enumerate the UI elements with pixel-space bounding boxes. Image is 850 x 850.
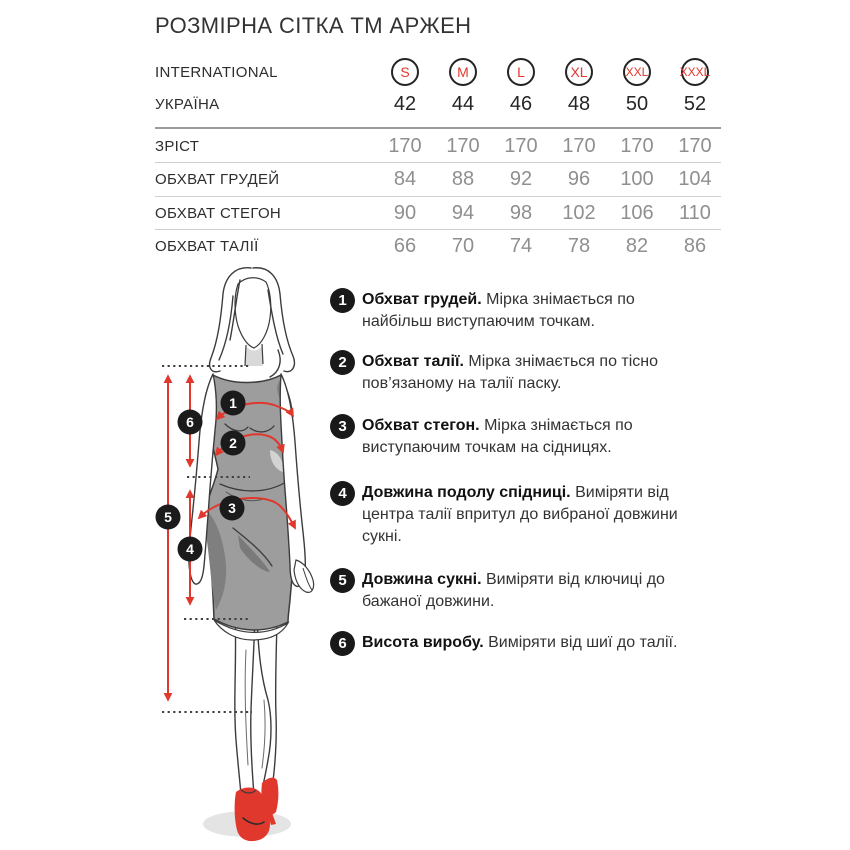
head: [210, 268, 295, 377]
size-badge-xxl: XXL: [623, 58, 651, 86]
legend-badge-1: 1: [330, 288, 355, 313]
legend-title: Довжина сукні.: [362, 571, 482, 588]
page-title: РОЗМІРНА СІТКА ТМ АРЖЕН: [155, 13, 472, 38]
figure-badge-body-height: [178, 410, 203, 435]
legend-item-body-height: [330, 631, 694, 656]
legend-title: Висота виробу.: [362, 634, 484, 651]
legend-badge-3: 3: [330, 414, 355, 439]
table-row-ukraine: УКРАЇНА 42 44 46 48 50 52: [155, 92, 707, 115]
legend-desc: Виміряти від ключиці до бажаної довжини.: [362, 571, 665, 610]
table-row-height: ЗРІСТ 170 170 170 170 170 170: [155, 134, 712, 157]
ukraine-label: УКРАЇНА: [155, 95, 220, 113]
size-badge-xxxl: XXXL: [681, 58, 709, 86]
legend-item-bust: [330, 288, 694, 333]
svg-text:3: 3: [228, 500, 236, 516]
table-row-chest: ОБХВАТ ГРУДЕЙ 84 88 92 96 100 104: [155, 167, 712, 190]
svg-text:4: 4: [186, 541, 194, 557]
svg-text:5: 5: [164, 509, 172, 525]
legend-desc: Виміряти від шиї до талії.: [488, 634, 678, 651]
table-row-hips: ОБХВАТ СТЕГОН 90 94 98 102 106 110: [155, 201, 711, 224]
woman-figure-illustration: [118, 258, 342, 850]
legend-item-skirt-length: [330, 481, 694, 548]
legend-desc: Мірка знімається по виступаючим точкам на сідницях.: [362, 417, 633, 456]
figure-badge-hips: [220, 496, 245, 521]
size-badge-s: S: [391, 58, 419, 86]
figure-badge-waist: [221, 431, 246, 456]
size-badge-m: M: [449, 58, 477, 86]
legend-item-waist: [330, 350, 694, 395]
table-row-international: [155, 56, 724, 88]
table-row-waist: ОБХВАТ ТАЛІЇ 66 70 74 78 82 86: [155, 234, 707, 257]
legend-title: Довжина подолу спідниці.: [362, 484, 571, 501]
figure-badge-dress-length: [156, 505, 181, 530]
table-divider-thick: [155, 127, 721, 129]
legend-title: Обхват грудей.: [362, 291, 482, 308]
legend-badge-2: 2: [330, 350, 355, 375]
legend-badge-6: 6: [330, 631, 355, 656]
svg-text:6: 6: [186, 414, 194, 430]
international-label: INTERNATIONAL: [155, 63, 278, 81]
legend-desc: Виміряти від центра талії впритул до вибраної довжини сукні.: [362, 484, 678, 545]
svg-text:1: 1: [229, 395, 237, 411]
legend-item-hips: [330, 414, 694, 459]
legend-badge-5: 5: [330, 568, 355, 593]
svg-text:2: 2: [229, 435, 237, 451]
legend-badge-4: 4: [330, 481, 355, 506]
legend-item-dress-length: [330, 568, 694, 613]
legend-title: Обхват талії.: [362, 353, 464, 370]
legend-title: Обхват стегон.: [362, 417, 480, 434]
figure-badge-bust: [221, 391, 246, 416]
size-badge-l: L: [507, 58, 535, 86]
legend-desc: Мірка знімається по тісно пов’язаному на талії паску.: [362, 353, 659, 392]
figure-badge-skirt-length: [178, 537, 203, 562]
legend-desc: Мірка знімається по найбільш виступаючим точкам.: [362, 291, 635, 330]
size-badge-xl: XL: [565, 58, 593, 86]
